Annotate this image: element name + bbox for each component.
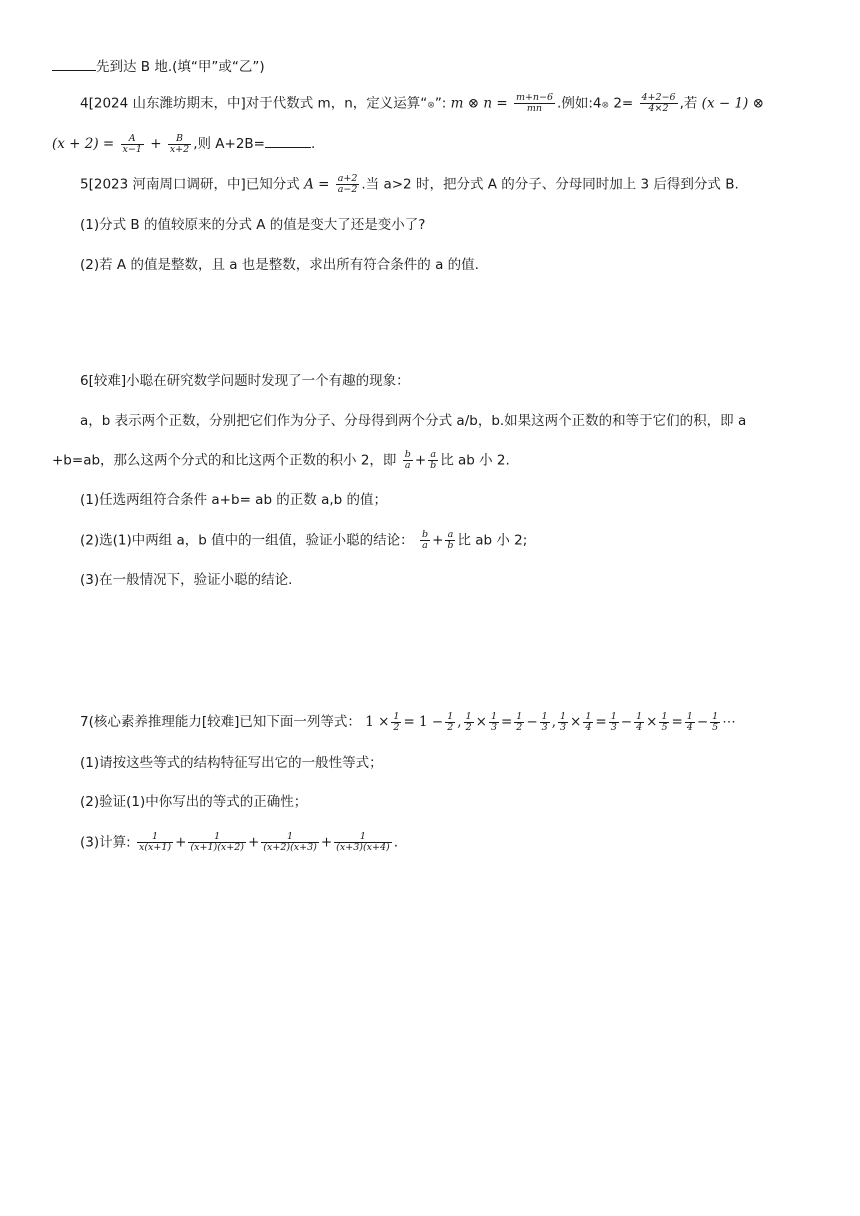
q3-tail-line [52, 56, 265, 77]
q6-body-2 [52, 450, 510, 471]
q7-line-1 [80, 712, 736, 733]
q4-example-eq: 2= [609, 95, 638, 112]
q6-part-1: (1)任选两组符合条件 a+b= ab 的正数 a,b 的值； [80, 492, 388, 508]
q4-fraction-B [168, 134, 191, 155]
q7-eq-part: − [696, 714, 709, 730]
q7-eq-part: × [646, 714, 658, 730]
q4-if-text: ,若 [679, 95, 702, 112]
q5-A-num: a+2 [337, 173, 358, 184]
q6-plus: + [414, 452, 427, 469]
q6-p2-fa-den: b [447, 540, 454, 551]
q7-frac: $\frac{1}{2}$ [447, 711, 454, 733]
q7-lead: 7(核心素养推理能力[较难]已知下面一列等式： [80, 714, 366, 730]
q7-calc-frac [137, 832, 173, 853]
q6-fa-den: b [430, 460, 437, 471]
q6-p2-fa-num: a [445, 530, 455, 541]
q7-eq-part: × [570, 714, 582, 730]
q5-part-1: (1)分式 B 的值较原来的分式 A 的值是变大了还是变小了? [80, 217, 426, 233]
q7-part-2: (2)验证(1)中你写出的等式的正确性； [80, 794, 308, 810]
q6-part-3: (3)在一般情况下，验证小聪的结论. [80, 572, 293, 588]
q6-body2a: +b=ab，那么这两个分式的和比这两个正数的积小 2，即 [52, 452, 401, 469]
q4-fracA-num: A [121, 134, 144, 145]
q4-def-fraction [514, 93, 555, 114]
q7-eq-part: = [500, 714, 513, 730]
q5-part-2: (2)若 A 的值是整数，且 a 也是整数，求出所有符合条件的 a 的值. [80, 257, 479, 273]
q7-eq-part: = 1 − [403, 714, 444, 730]
q4-fracA-den: x−1 [122, 143, 142, 155]
q7-frac: $\frac{1}{2}$ [516, 711, 523, 733]
q3-tail-text: 先到达 B 地.(填“甲”或“乙”) [96, 59, 265, 75]
q7-eq-part: × [475, 714, 487, 730]
q6-fa-num: a [428, 450, 438, 461]
q6-p2-fb-num: b [421, 529, 429, 540]
q4-lead: 4[2024 山东潍坊期末，中]对于代数式 m，n，定义运算“ [80, 95, 428, 112]
q7-frac: $\frac{1}{4}$ [636, 711, 643, 733]
q4-eg-den: 4×2 [648, 103, 669, 114]
q4-def-lhs: m ⊗ n = [450, 95, 508, 112]
q5-A-eq: A = [304, 176, 330, 193]
q6-p2a: (2)选(1)中两组 a，b 值中的一组值，验证小聪的结论： [80, 532, 418, 549]
otimes-symbol: ⊗ [427, 100, 435, 111]
q7-calc-den: (x+3)(x+4) [336, 842, 390, 853]
q4-eg-num: 4+2−6 [641, 92, 676, 103]
q4-def-num: m+n−6 [515, 92, 554, 103]
answer-blank-q4[interactable] [265, 133, 311, 148]
answer-blank[interactable] [52, 56, 96, 71]
q7-frac: $\frac{1}{2}$ [465, 711, 472, 733]
q7-frac: $\frac{1}{2}$ [393, 711, 400, 733]
q6-frac-b-over-a [403, 450, 413, 471]
q7-calc-frac [261, 832, 319, 853]
q7-end: . [393, 834, 399, 851]
q7-frac: $\frac{1}{4}$ [585, 711, 592, 733]
q7-frac: $\frac{1}{3}$ [610, 711, 617, 733]
q6-body2b: 比 ab 小 2. [440, 452, 510, 469]
q4-plus: + [145, 136, 166, 152]
q7-frac: $\frac{1}{3}$ [541, 711, 548, 733]
q4-example-fraction [640, 93, 678, 114]
q7-calc-den: (x+1)(x+2) [190, 842, 244, 853]
q7-part-1: (1)请按这些等式的结构特征写出它的一般性等式； [80, 755, 383, 771]
q6-p2-fb-den: a [422, 540, 428, 551]
q7-calc-num: 1 [334, 832, 392, 843]
q4-line-2 [52, 133, 315, 155]
q7-calc-num: 1 [188, 832, 246, 843]
q7-calc-num: 1 [137, 832, 173, 843]
q5-lead: 5[2023 河南周口调研，中]已知分式 [80, 176, 305, 193]
q7-calc-den: x(x+1) [138, 842, 172, 853]
q6-fb-den: a [404, 460, 411, 471]
q4-end: . [310, 136, 316, 152]
q7-calc-den: (x+2)(x+3) [263, 842, 317, 853]
q7-frac: $\frac{1}{5}$ [661, 711, 668, 733]
q6-p2-plus: + [432, 532, 444, 549]
q5-rest: .当 a>2 时，把分式 A 的分子、分母同时加上 3 后得到分式 B. [361, 176, 739, 193]
q6-lead: 6[较难]小聪在研究数学问题时发现了一个有趣的现象： [80, 373, 410, 389]
q4-fracB-num: B [168, 134, 191, 145]
q7-eq-part: , [551, 714, 556, 730]
q7-p3-lead: (3)计算: [80, 834, 135, 851]
q7-eq-part: − [526, 714, 538, 730]
otimes-symbol-2: ⊗ [601, 100, 610, 111]
q4-if-expr: (x − 1) ⊗ [701, 95, 764, 112]
q7-frac: $\frac{1}{4}$ [686, 711, 693, 733]
q6-body-1: a，b 表示两个正数，分别把它们作为分子、分母得到两个分式 a/b，b.如果这两个正数的和等于它们的积，即 a [80, 413, 747, 429]
q7-frac: $\frac{1}{3}$ [560, 711, 567, 733]
q4-then: ,则 A+2B= [193, 136, 265, 152]
q4-colon: ”: [434, 95, 451, 112]
q7-eq-part: − [620, 714, 633, 730]
q7-part-3: (3)计算: $\frac{1}{x(x+1)}$ + $\frac{1}{(x+1)(x+2)}$ + $\frac{1}{(x+2)(x+3)}$ + $\frac{1}{(x+3)(x+4)}$ . [80, 831, 399, 853]
q4-line2-lhs: (x + 2) = [52, 136, 115, 152]
q6-p2-frac-a-over-b [445, 530, 455, 551]
q7-eq-part: 1 × [365, 714, 390, 730]
q7-calc-frac [334, 832, 392, 853]
q6-p2-frac-b-over-a [420, 530, 430, 551]
q4-example-label: .例如:4 [557, 95, 602, 112]
q6-frac-a-over-b [428, 450, 438, 471]
q7-calc-frac [188, 832, 246, 853]
q7-calc-num: 1 [261, 832, 319, 843]
q5-A-den: a−2 [337, 184, 358, 195]
q7-eq-part: , [457, 714, 462, 730]
q7-eq-part: = [671, 714, 683, 730]
q4-fracB-den: x+2 [169, 143, 190, 155]
q7-eq-part: = [595, 714, 607, 730]
q7-eq-part: ⋯ [722, 714, 736, 730]
q5-line-1 [80, 174, 739, 195]
q6-fb-num: b [404, 449, 411, 460]
q4-def-den: mn [526, 103, 543, 114]
q7-equation-series [365, 711, 736, 733]
q7-frac: $\frac{1}{5}$ [712, 711, 719, 733]
q7-frac: $\frac{1}{3}$ [490, 711, 497, 733]
q4-line-1 [80, 93, 764, 116]
q6-part-2 [80, 530, 527, 551]
q4-fraction-A [121, 134, 144, 155]
q5-A-fraction [336, 174, 360, 195]
q6-p2b: 比 ab 小 2; [457, 532, 528, 549]
